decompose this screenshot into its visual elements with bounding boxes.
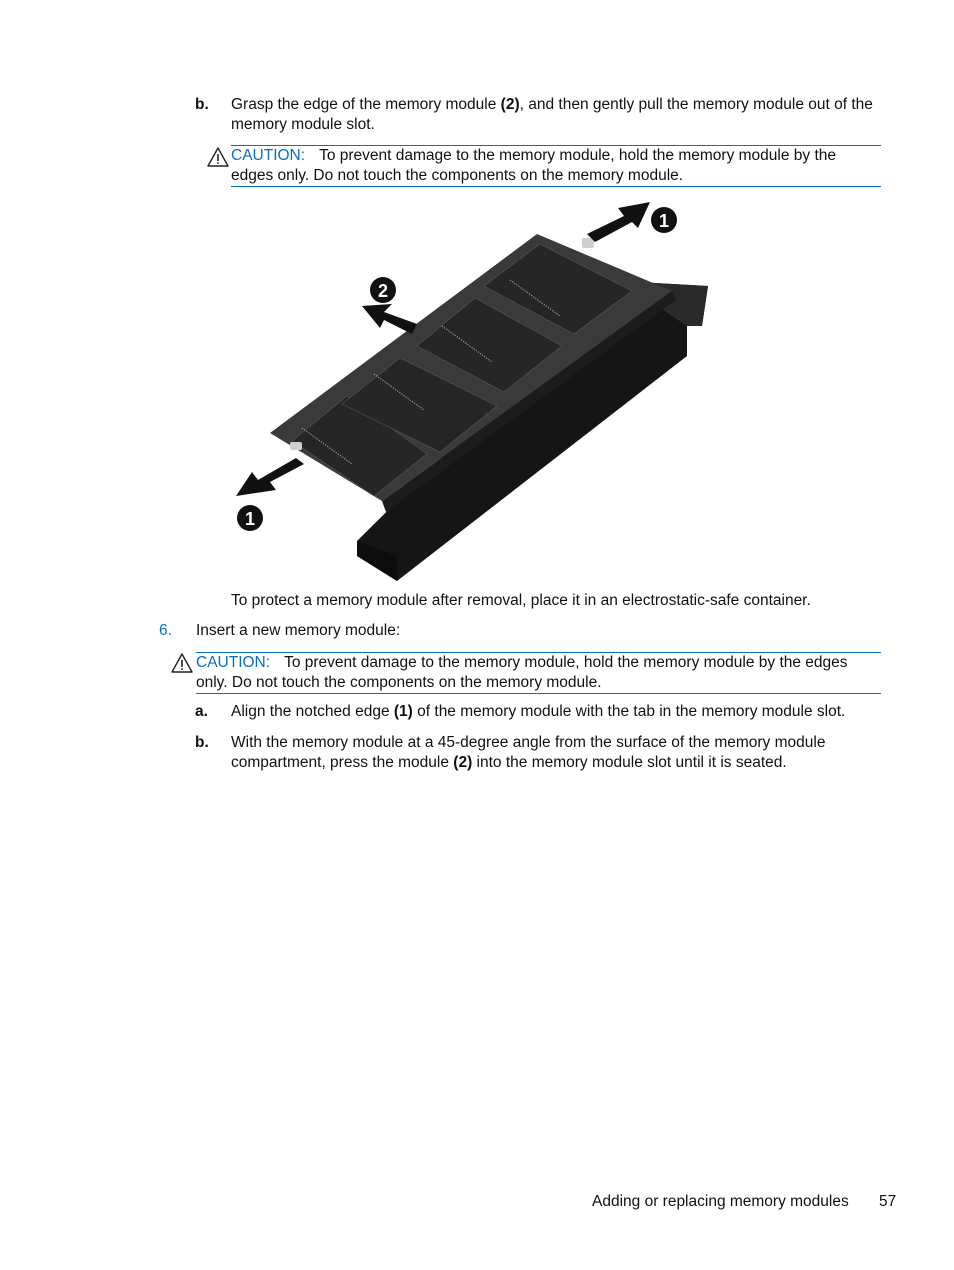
warning-icon [207,147,229,167]
caution-label: CAUTION: [196,654,271,671]
protect-note: To protect a memory module after removal, place it in an electrostatic-safe container. [231,592,811,609]
retention-clip-left [290,442,302,450]
step-6-marker: 6. [159,622,172,639]
callout-1-bottom: 1 [244,509,256,529]
step-b-text: Grasp the edge of the memory module (2), and then gently pull the memory module out of the memory module slot. [231,96,873,133]
footer-page-number: 57 [879,1193,897,1210]
caution-text: To prevent damage to the memory module, hold the memory module by the edges only. Do not touch the components on the memory module. [231,147,836,184]
arrow-2 [362,304,417,334]
callout-1-top: 1 [658,211,670,231]
callout-2: 2 [377,281,389,301]
caution-label: CAUTION: [231,147,306,164]
step-b2-text: With the memory module at a 45-degree angle from the surface of the memory module compartment, press the module (2) into the memory module slot until it is seated. [231,734,826,771]
step-6-text: Insert a new memory module: [196,622,401,639]
caution-box-1 [231,145,881,187]
retention-clip-right [582,238,594,248]
caution-box-2 [196,652,881,694]
step-a-marker: a. [195,703,208,720]
step-b2-marker: b. [195,734,209,751]
memory-module-removal-illustration [232,196,712,584]
arrow-1-bottom [236,458,304,496]
warning-icon [171,653,193,673]
arrow-1-top [587,202,650,242]
step-b-marker: b. [195,96,209,113]
footer-section-title: Adding or replacing memory modules [592,1193,849,1210]
step-a-text: Align the notched edge (1) of the memory module with the tab in the memory module slot. [231,703,846,720]
caution-text: To prevent damage to the memory module, hold the memory module by the edges only. Do not touch the components on the memory module. [196,654,848,691]
